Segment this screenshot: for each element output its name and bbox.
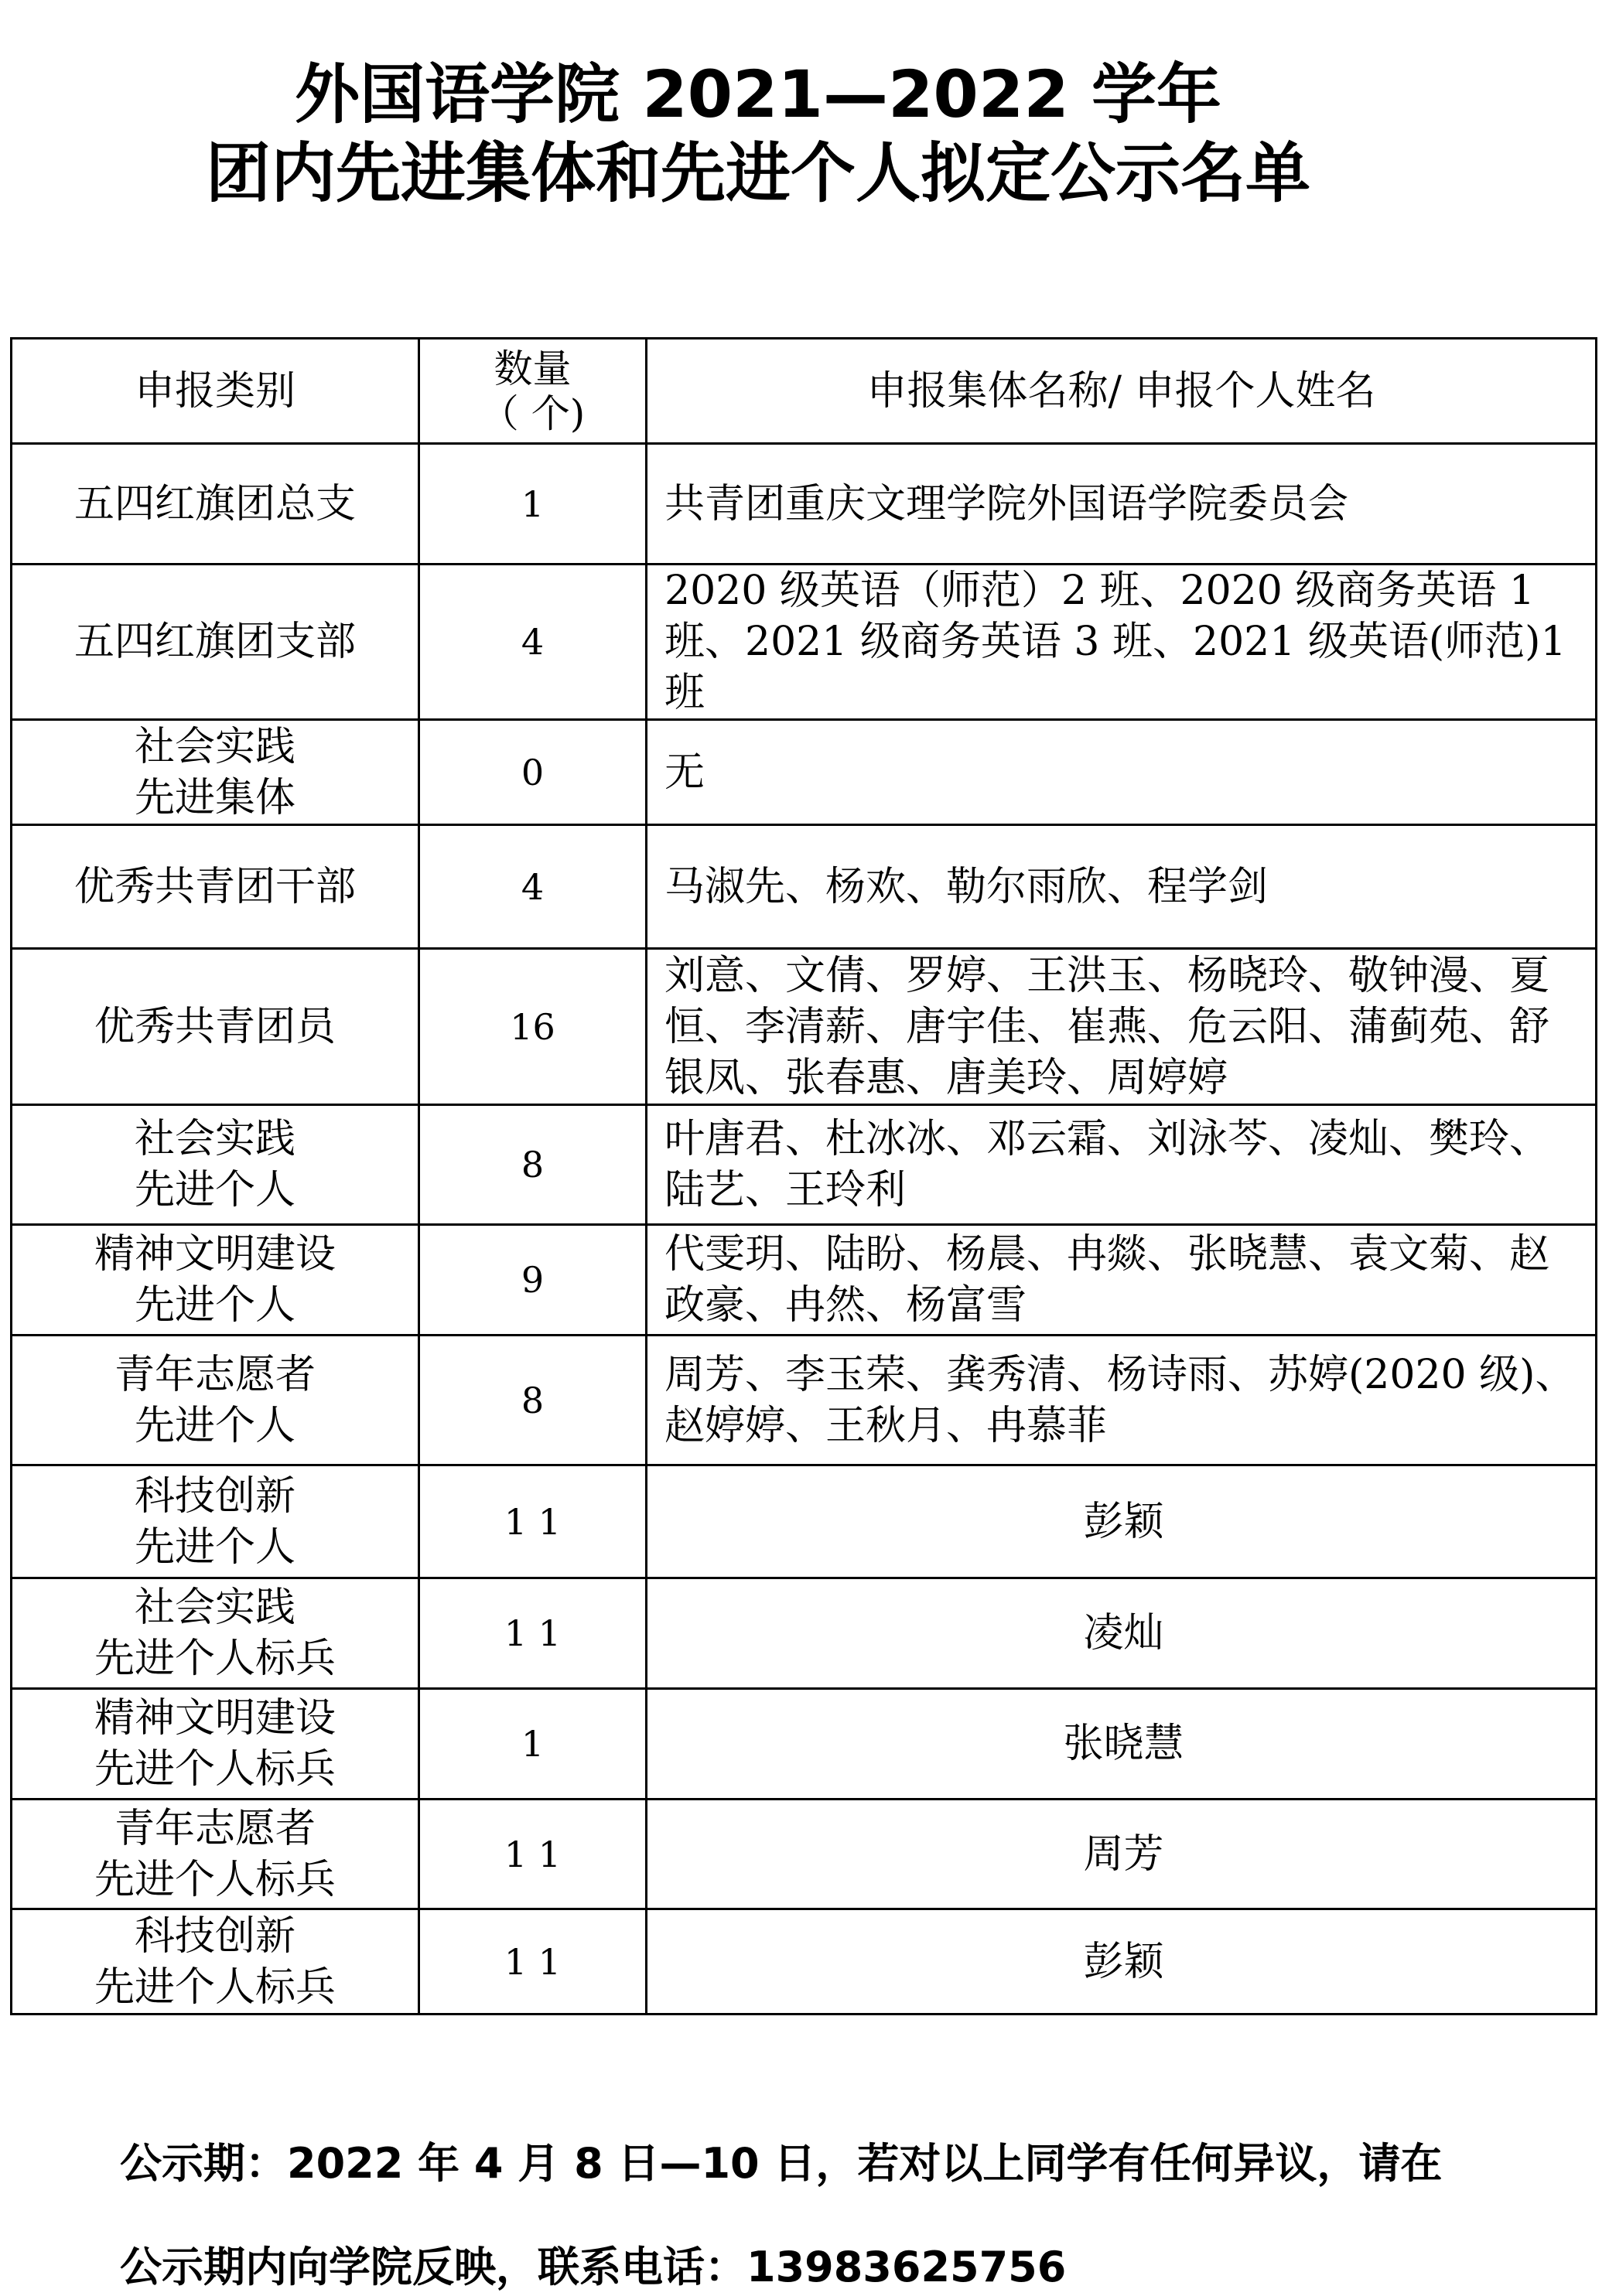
category-cell [12,1909,419,2015]
names-cell: 2020 级英语（师范）2 班、2020 级商务英语 1 班、2021 级商务英语 3 班、2021 级英语(师范)1 班 [647,565,1597,720]
names-cell: 凌灿 [647,1578,1597,1689]
category-cell [12,1105,419,1225]
category-text: 精神文明建设 [94,1695,336,1742]
table-row [12,825,1597,949]
table-row [12,1465,1597,1578]
count-cell: 1 1 [419,1909,647,2015]
table-row [12,1909,1597,2015]
table-row [12,1105,1597,1225]
count-cell: 4 [419,565,647,720]
document-title-line1: 外国语学院 2021—2022 学年 [294,56,1222,132]
category-text: 优秀共青团干部 [73,863,356,910]
category-cell [12,444,419,565]
count-cell: 1 [419,444,647,565]
table-row [12,444,1597,565]
category-text: 优秀共青团员 [94,1003,336,1050]
count-cell: 1 1 [419,1800,647,1909]
category-cell [12,565,419,720]
names-cell: 共青团重庆文理学院外国语学院委员会 [647,444,1597,565]
names-cell: 彭颖 [647,1465,1597,1578]
document-title-line2: 团内先进集体和先进个人拟定公示名单 [205,135,1310,211]
names-cell: 张晓慧 [647,1689,1597,1800]
category-cell [12,1225,419,1336]
names-cell: 周芳、李玉荣、龚秀清、杨诗雨、苏婷(2020 级)、赵婷婷、王秋月、冉慕菲 [647,1336,1597,1465]
category-text: 青年志愿者 [114,1805,316,1852]
category-text: 先进个人 [134,1523,295,1571]
names-cell: 叶唐君、杜冰冰、邓云霜、刘泳芩、凌灿、樊玲、陆艺、王玲利 [647,1105,1597,1225]
names-cell: 刘意、文倩、罗婷、王洪玉、杨晓玲、敬钟漫、夏恒、李清薪、唐宇佳、崔燕、危云阳、蒲蓟苑、舒银凤、张春惠、唐美玲、周婷婷 [647,949,1597,1105]
header-count [419,339,647,444]
contact-text: 公示期内向学院反映，联系电话：13983625756 [120,2243,1067,2291]
category-text: 五四红旗团总支 [73,480,356,527]
table-row [12,565,1597,720]
count-cell: 1 1 [419,1465,647,1578]
category-text: 先进个人标兵 [94,1963,336,2011]
category-text: 科技创新 [134,1472,295,1520]
nomination-table [10,337,1597,2015]
category-cell [12,1689,419,1800]
category-cell [12,1465,419,1578]
notice-period-text: 公示期：2022 年 4 月 8 日—10 日，若对以上同学有任何异议，请在 [120,2139,1443,2188]
table-header-row [12,339,1597,444]
category-text: 社会实践 [134,1116,295,1162]
category-text: 先进个人 [134,1282,295,1329]
category-text: 青年志愿者 [114,1351,316,1398]
count-cell: 0 [419,720,647,825]
category-cell [12,1336,419,1465]
count-cell: 9 [419,1225,647,1336]
header-category: 申报类别 [12,339,419,444]
names-cell: 代雯玥、陆盼、杨晨、冉燚、张晓慧、袁文菊、赵政豪、冉然、杨富雪 [647,1225,1597,1336]
category-text: 先进个人 [134,1402,295,1449]
table-row [12,1336,1597,1465]
header-count-line2: （ 个) [480,391,586,436]
table-row [12,1800,1597,1909]
header-count-line1: 数量 [494,346,572,391]
category-text: 社会实践 [134,1585,295,1631]
count-cell: 8 [419,1105,647,1225]
category-text: 科技创新 [134,1912,295,1960]
category-text: 精神文明建设 [94,1231,336,1278]
names-cell: 彭颖 [647,1909,1597,2015]
names-cell: 无 [647,720,1597,825]
category-text: 先进个人标兵 [94,1636,336,1682]
category-text: 先进个人 [134,1167,295,1213]
category-cell [12,1800,419,1909]
table-row [12,1578,1597,1689]
category-cell [12,825,419,949]
table-row [12,949,1597,1105]
category-text: 社会实践 [134,723,295,770]
table-row [12,1225,1597,1336]
category-cell [12,1578,419,1689]
count-cell: 1 1 [419,1578,647,1689]
table-row [12,1689,1597,1800]
category-cell [12,949,419,1105]
names-cell: 马淑先、杨欢、勒尔雨欣、程学剑 [647,825,1597,949]
category-text: 先进集体 [134,774,295,821]
names-cell: 周芳 [647,1800,1597,1909]
category-cell [12,720,419,825]
count-cell: 1 [419,1689,647,1800]
count-cell: 8 [419,1336,647,1465]
header-names: 申报集体名称/ 申报个人姓名 [647,339,1597,444]
table-row [12,720,1597,825]
count-cell: 16 [419,949,647,1105]
category-text: 先进个人标兵 [94,1856,336,1903]
count-cell: 4 [419,825,647,949]
category-text: 先进个人标兵 [94,1746,336,1793]
category-text: 五四红旗团支部 [73,619,356,665]
